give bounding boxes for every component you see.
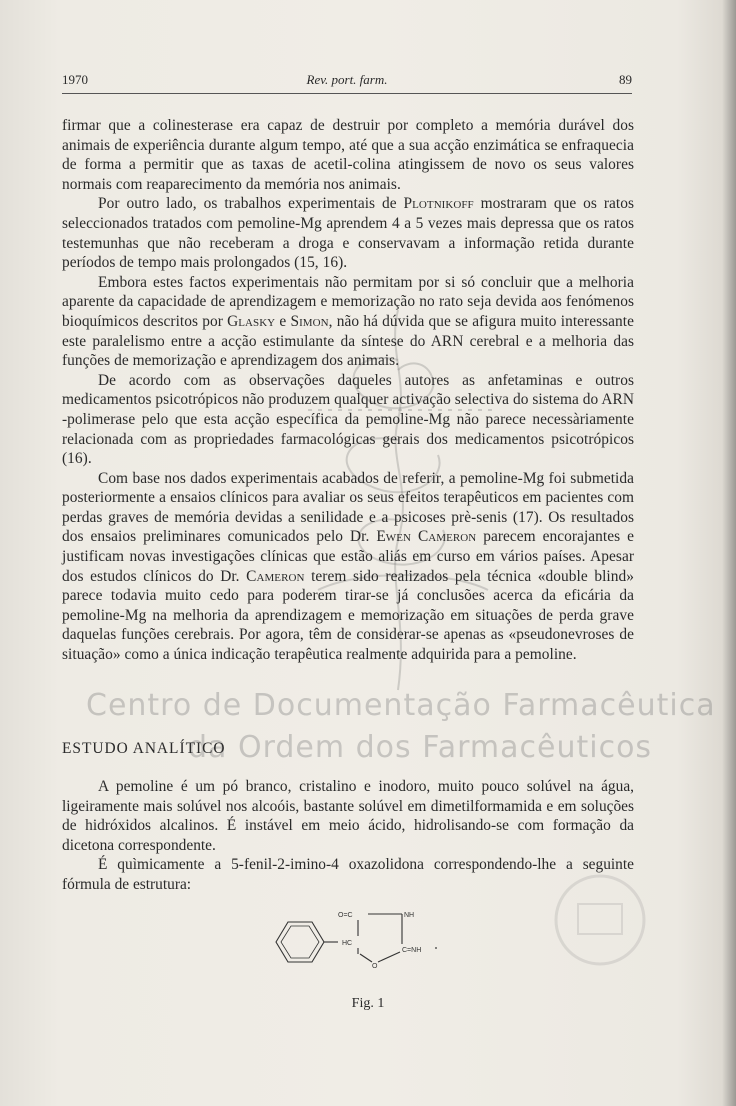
page-edge-shadow (722, 0, 736, 1106)
stray-dot (435, 947, 437, 949)
show-through-stamp (540, 860, 660, 980)
watermark-line-1: Centro de Documentação Farmacêutica (86, 688, 716, 723)
benzene-inner-ring (281, 926, 319, 958)
watermark-line-2: da Ordem dos Farmacêuticos (188, 730, 653, 765)
main-text (62, 116, 634, 665)
atom-hc: HC (342, 940, 353, 947)
author-name: Plotnikoff (403, 195, 474, 213)
ring-bond-bottom-left (360, 954, 372, 962)
atom-imine: C=NH (402, 947, 422, 954)
section-paragraph-2: É quìmicamente a 5-fenil-2-imino-4 oxazolidona correspondendo-lhe a seguinte fórmula de estrutura: (62, 856, 634, 893)
header-page-number: 89 (619, 72, 632, 87)
author-name: Cameron (246, 567, 305, 585)
header-rule (62, 93, 632, 94)
atom-carbonyl: O=C (338, 912, 353, 919)
author-name: Glasky (227, 312, 276, 330)
text-run: Por outro lado, os trabalhos experimentais de (98, 195, 404, 213)
text-run: parecem encorajantes e justificam novas investigações clínicas que estão aliás em curso em vários países. Apesar dos estudos clínicos do Dr. (62, 528, 634, 585)
chemical-structure (268, 902, 448, 982)
text-run: , não há dúvida que se afigura muito interessante este paralelismo entre a acção estimulante da síntese do ARN cerebral e a melhoria das funções de memorização e aprendizagem dos animais. (62, 312, 634, 370)
section-paragraph-1: A pemoline é um pó branco, cristalino e inodoro, muito pouco solúvel na água, ligeiramente mais solúvel nos alcoóis, bastante solúvel em dimetilformamida e em soluções de hidróxidos alcalinos. É instável em meio ácido, hidrolisando-se com formação da dicetona correspondente. (62, 778, 634, 854)
atom-oxygen: O (372, 963, 378, 970)
benzene-ring (276, 922, 324, 962)
text-run: terem sido realizados pela técnica «double blind» parece todavia muito cedo para poderem tirar-se já conclusões acerca da eficária da pemoline-Mg na melhoria da aprendizagem e memorização em situações de perda grave daquelas funções cerebrais. Por agora, têm de considerar-se apenas as «pseudonevroses de situação» como a única indicação terapêutica realmente adquirida para a pemoline. (62, 567, 634, 664)
paragraph-3 (62, 273, 634, 371)
running-header (62, 72, 632, 92)
text-run: Embora estes factos experimentais não permitam por si só concluir que a melhoria aparente da capacidade de aprendizagem e memorização no rato seja devida aos fenómenos bioquímicos descritos por (62, 273, 634, 330)
text-run: mostraram que os ratos seleccionados tratados com pemoline-Mg aprendem 4 a 5 vezes mais depressa que os ratos testemunhas que não receberam a droga e conservavam a informação retida durante períodos de tempo mais prolongados (15, 16). (62, 195, 634, 272)
ring-bond-bottom-right (378, 952, 400, 962)
paragraph-2 (62, 194, 634, 272)
figure-caption: Fig. 1 (351, 996, 385, 1011)
text-run: Com base nos dados experimentais acabados de referir, a pemoline-Mg foi submetida posteriormente a ensaios clínicos para avaliar os seus efeitos terapêuticos em pacientes com perdas graves de memória devidas a senilidade e a psicoses prè-senis (17). Os resultados dos ensaios preliminares comunicados pelo Dr. (62, 469, 634, 546)
header-year: 1970 (62, 72, 88, 87)
paragraph-4: De acordo com as observações daqueles autores as anfetaminas e outros medicamentos psicotrópicos não produzem qualquer activação selectiva do sistema do ARN -polimerase pelo que esta acção específica da pemoline-Mg não parece necessàriamente relacionada com as propriedades farmacológicas gerais dos medicamentos psicotrópicos (16). (62, 371, 634, 468)
section-title: ESTUDO ANALÍTICO (62, 740, 226, 757)
author-name: Simon (290, 312, 329, 330)
author-name: Ewen Cameron (376, 528, 477, 546)
header-journal: Rev. port. farm. (306, 72, 388, 87)
paragraph-1: firmar que a colinesterase era capaz de destruir por completo a memória durável dos animais de experiência durante algum tempo, até que a sua acção enzimática se enfraquecia de forma a permitir que as taxas de acetil-colina atingissem de novo os seus valores normais com reaparecimento da memória nos animais. (62, 117, 634, 193)
text-run: e (275, 312, 291, 330)
atom-nh: NH (404, 912, 415, 919)
paragraph-5 (62, 469, 634, 665)
